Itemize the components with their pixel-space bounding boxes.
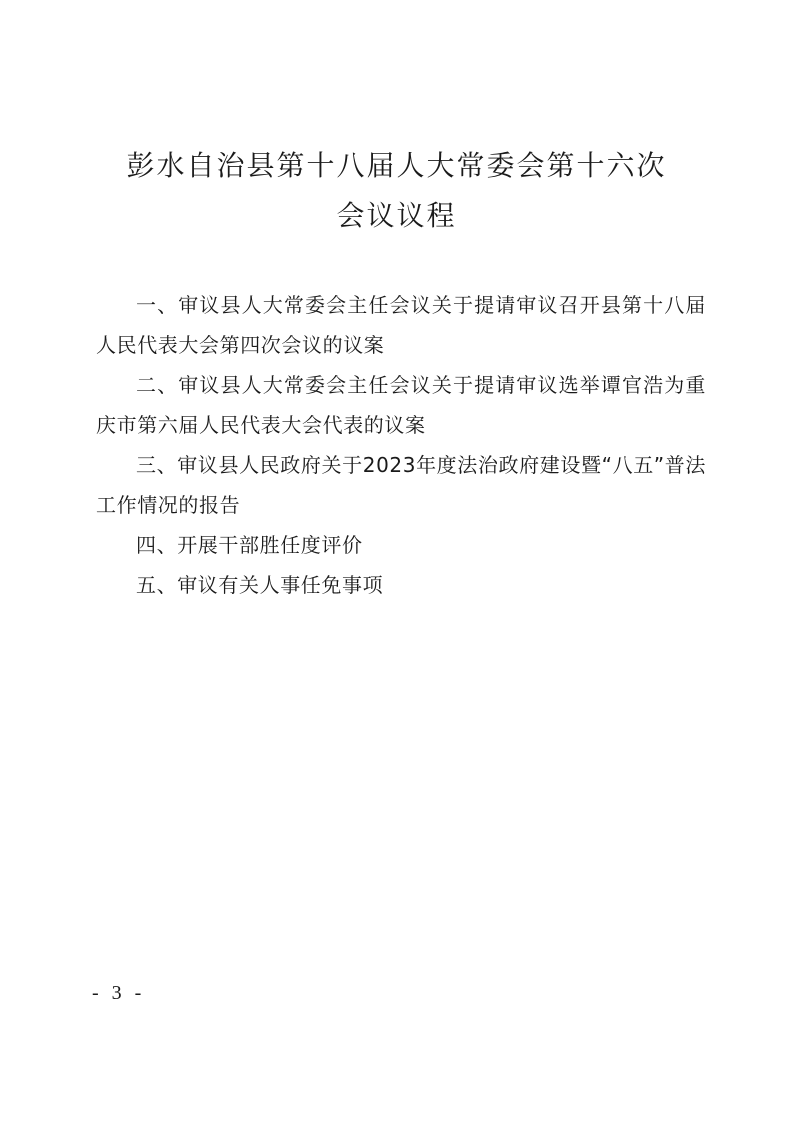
agenda-item-5: 五、审议有关人事任免事项	[136, 573, 384, 597]
agenda-item-2: 二、审议县人大常委会主任会议关于提请审议选举谭官浩为重庆市第六届人民代表大会代表的议案	[96, 373, 706, 437]
agenda-item-1: 一、审议县人大常委会主任会议关于提请审议召开县第十八届人民代表大会第四次会议的议案	[96, 293, 706, 357]
page-number: - 3 -	[92, 982, 146, 1004]
agenda-list	[96, 285, 706, 605]
document-title-line-2: 会议议程	[336, 199, 457, 232]
document-title-line-1: 彭水自治县第十八届人大常委会第十六次	[126, 149, 667, 182]
agenda-item-3: 三、审议县人民政府关于2023年度法治政府建设暨“八五”普法工作情况的报告	[96, 453, 706, 517]
agenda-item-4: 四、开展干部胜任度评价	[136, 533, 363, 557]
